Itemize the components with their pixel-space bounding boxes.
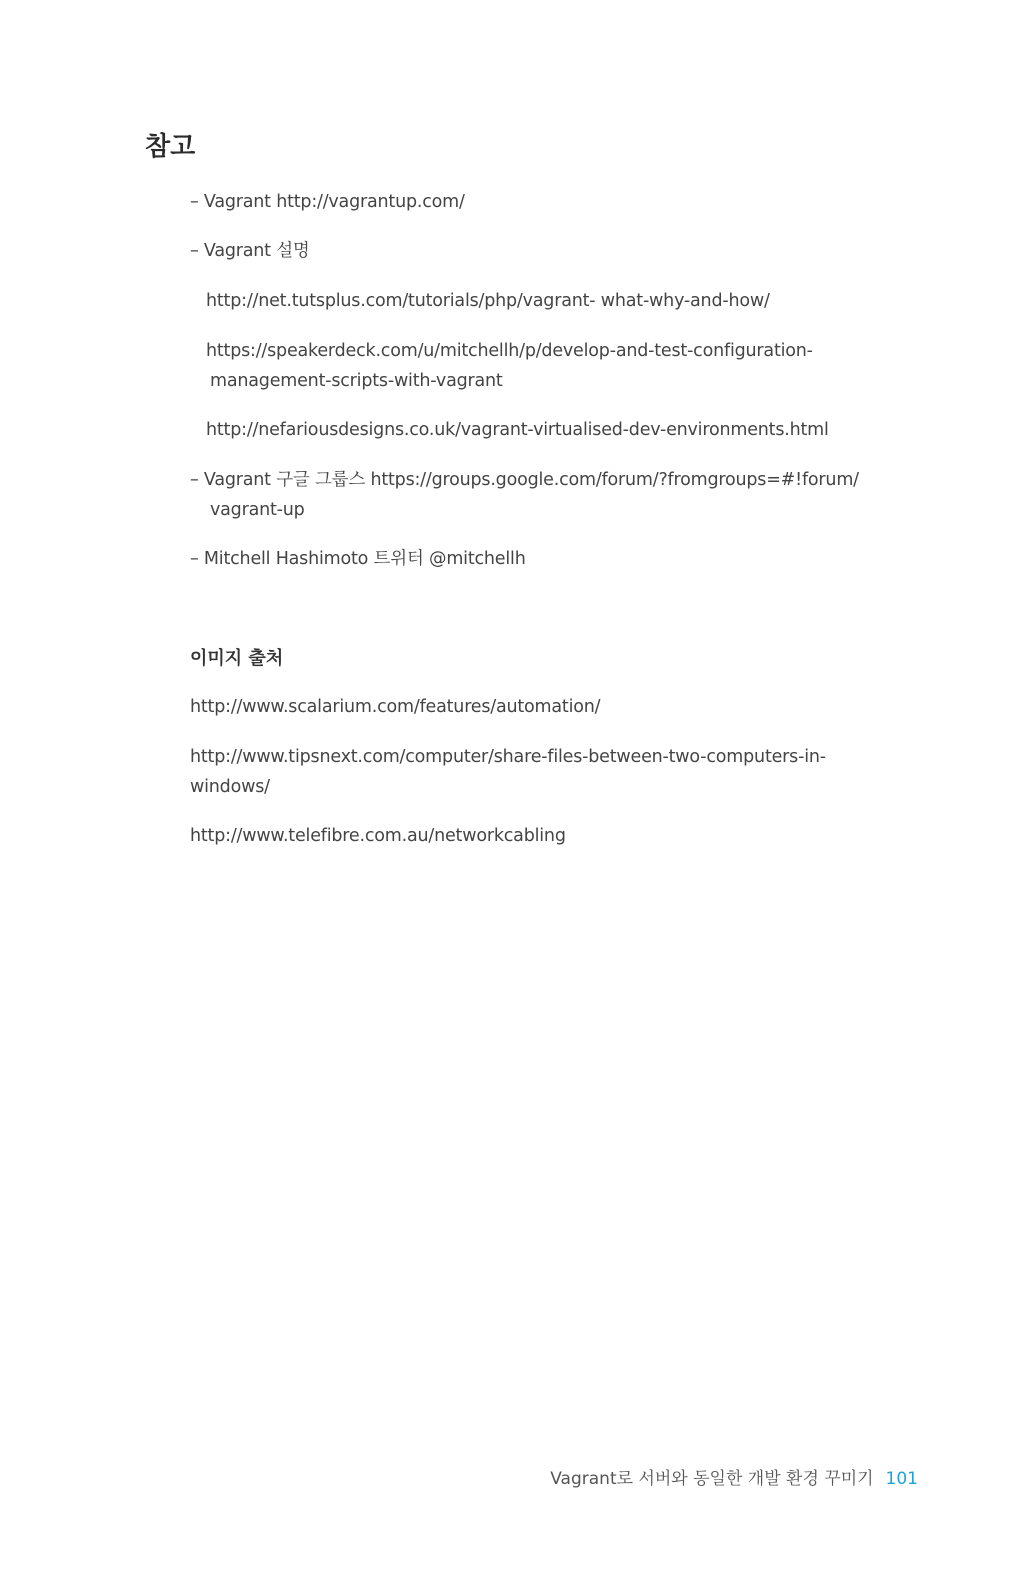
page-title: 참고 (145, 132, 196, 162)
reference-speakerdeck-link-line-1[interactable]: https://speakerdeck.com/u/mitchellh/p/develop-and-test-configuration- (206, 341, 813, 361)
page-footer (550, 1466, 918, 1492)
reference-google-groups-line-2[interactable]: vagrant-up (210, 500, 305, 520)
footer-book-title: Vagrant로 서버와 동일한 개발 환경 꾸미기 (550, 1469, 874, 1489)
image-source-tipsnext-link-line-1[interactable]: http://www.tipsnext.com/computer/share-files-between-two-computers-in- (190, 747, 826, 767)
image-source-telefibre-link[interactable]: http://www.telefibre.com.au/networkcabling (190, 826, 566, 846)
image-source-scalarium-link[interactable]: http://www.scalarium.com/features/automation/ (190, 697, 601, 717)
image-source-tipsnext-link-line-2[interactable]: windows/ (190, 777, 270, 797)
reference-vagrant-description-label: – Vagrant 설명 (190, 241, 310, 261)
reference-speakerdeck-link-line-2[interactable]: management-scripts-with-vagrant (210, 371, 503, 391)
footer-page-number: 101 (885, 1469, 918, 1489)
reference-vagrant-home: – Vagrant http://vagrantup.com/ (190, 192, 465, 212)
reference-tutsplus-link[interactable]: http://net.tutsplus.com/tutorials/php/vagrant- what-why-and-how/ (206, 291, 770, 311)
reference-google-groups-line-1[interactable]: – Vagrant 구글 그룹스 https://groups.google.com/forum/?fromgroups=#!forum/ (190, 470, 859, 490)
reference-twitter: – Mitchell Hashimoto 트위터 @mitchellh (190, 549, 526, 569)
image-sources-heading: 이미지 출처 (190, 648, 284, 669)
reference-nefarious-link[interactable]: http://nefariousdesigns.co.uk/vagrant-virtualised-dev-environments.html (206, 420, 829, 440)
